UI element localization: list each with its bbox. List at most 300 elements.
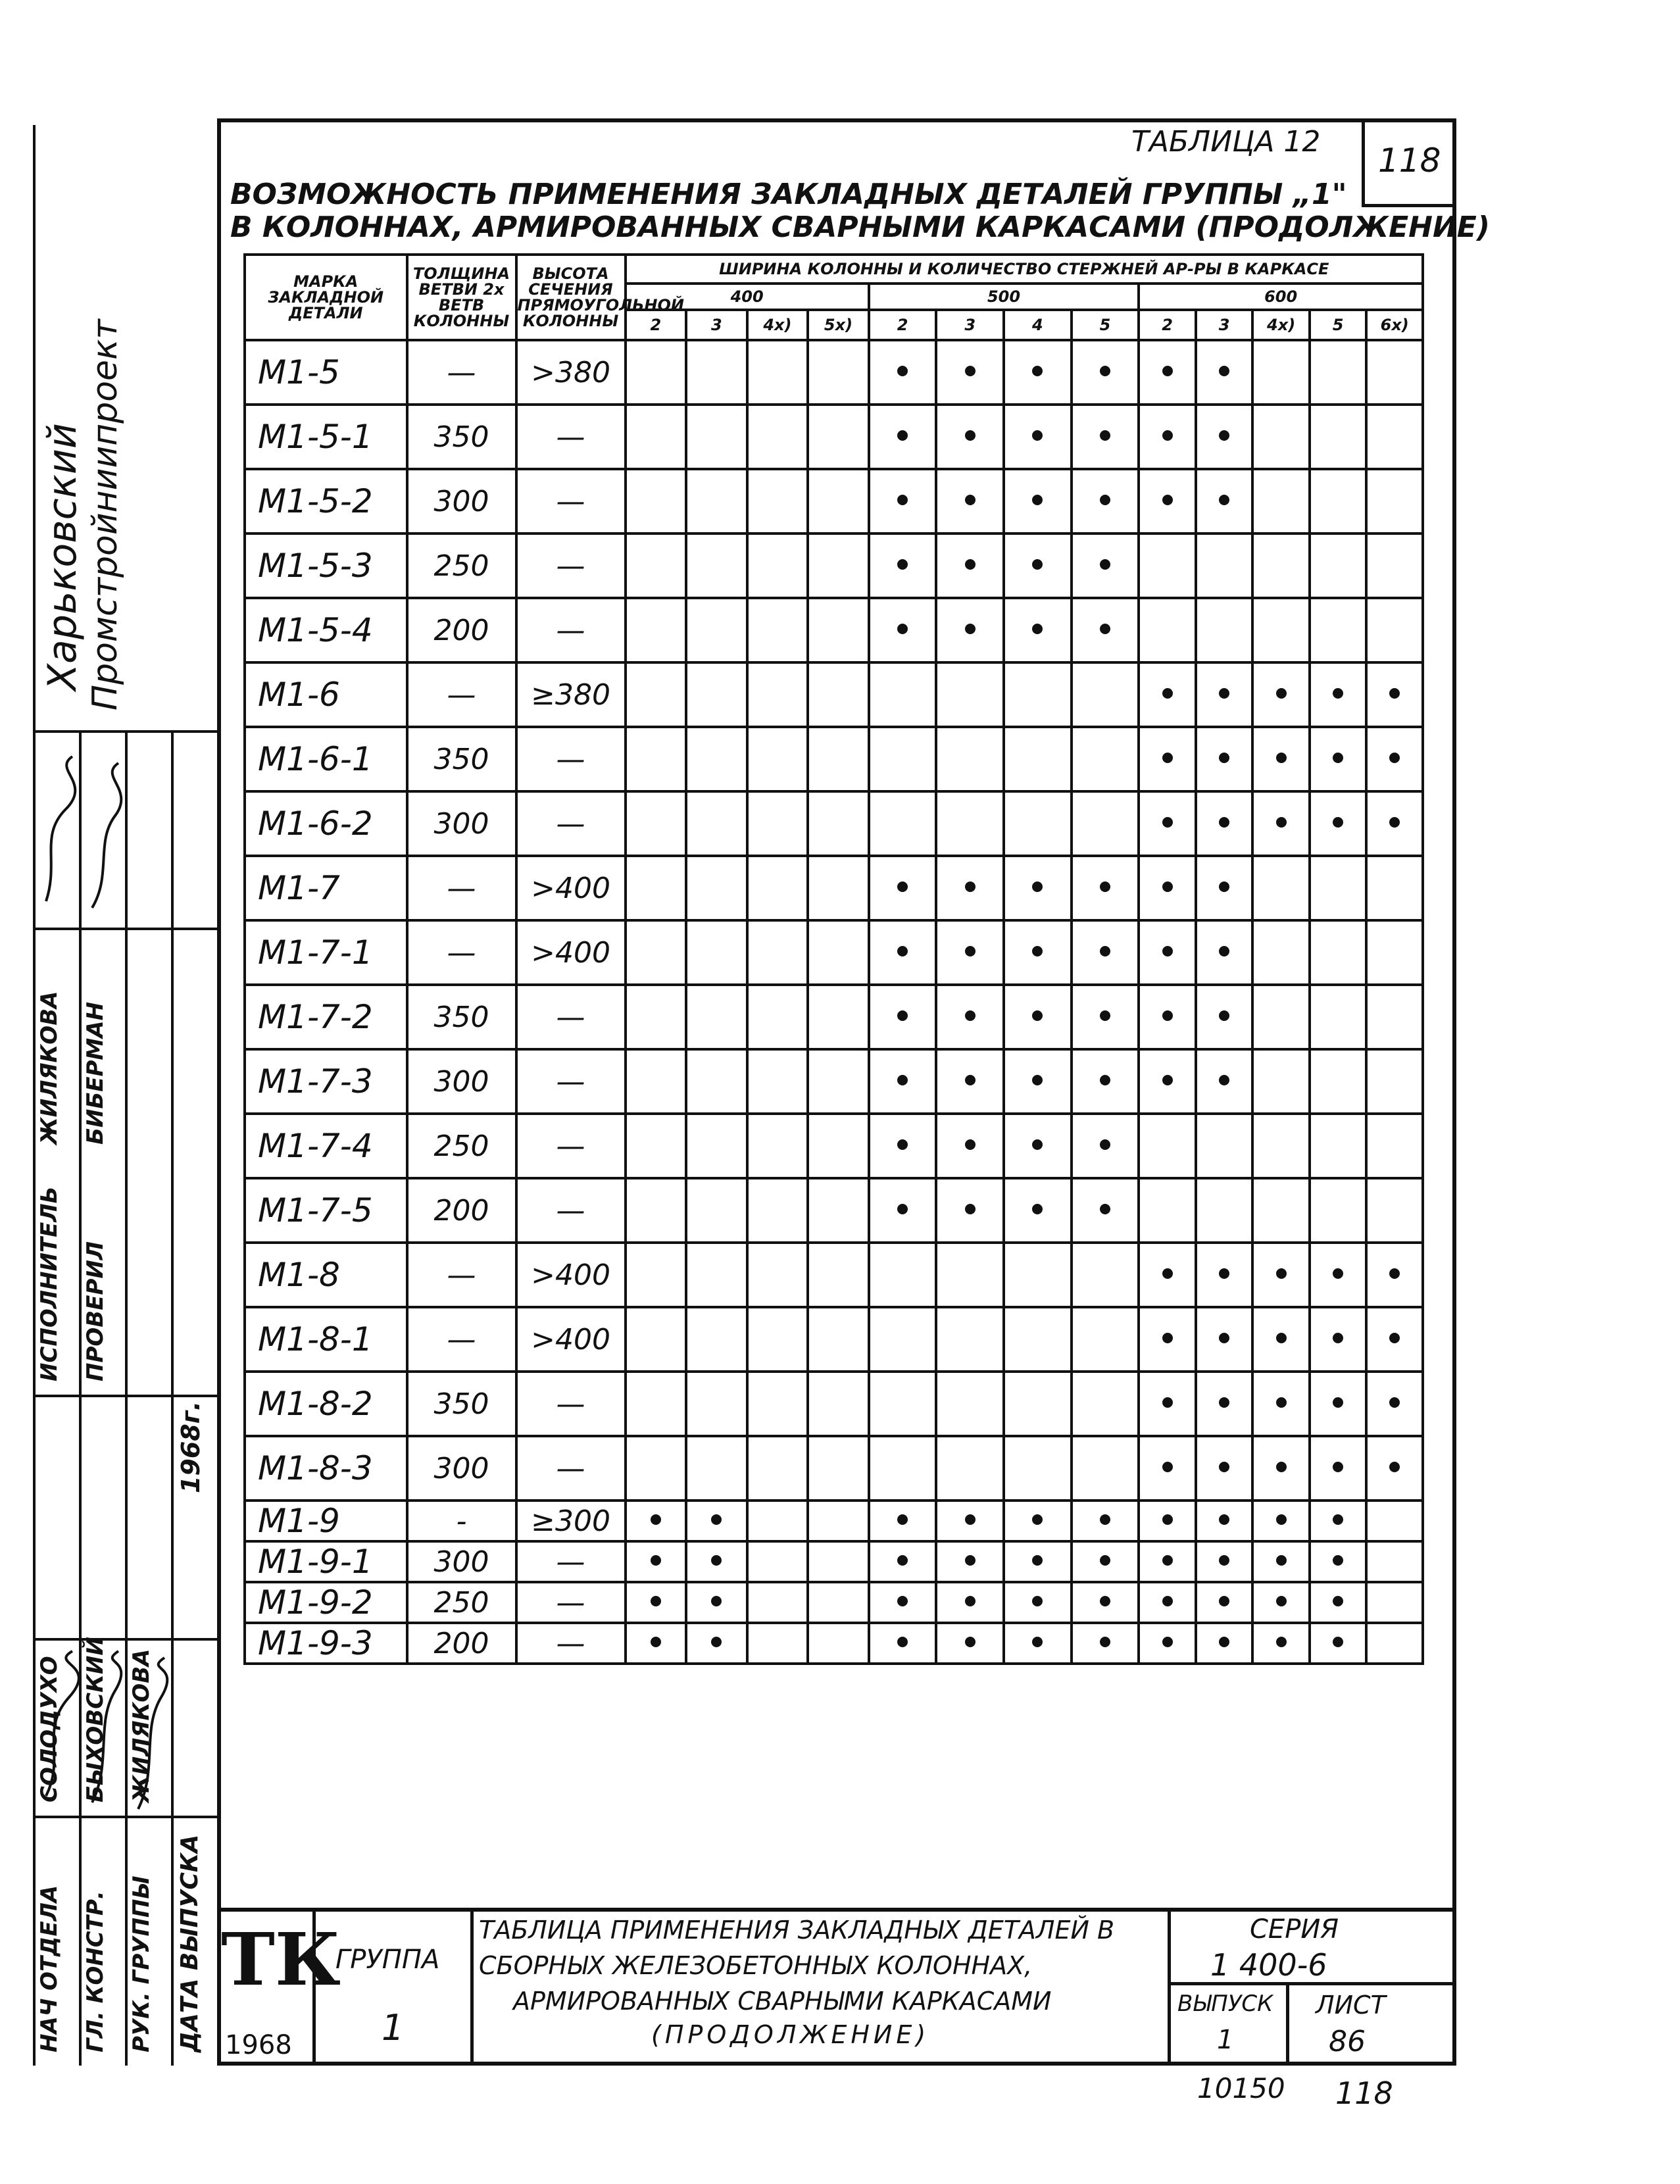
applicable-dot (897, 1637, 908, 1647)
part-mark: М1-6-2 (245, 791, 407, 856)
applicable-dot (1032, 1637, 1043, 1647)
applicability-cell (1252, 1623, 1310, 1664)
applicability-cell (808, 1243, 869, 1307)
applicability-cell (686, 791, 747, 856)
section-height: — (516, 985, 626, 1049)
applicability-cell (1310, 469, 1367, 534)
applicable-dot (711, 1637, 722, 1647)
applicability-cell (626, 534, 687, 598)
desc-line2: СБОРНЫХ ЖЕЛЕЗОБЕТОННЫХ КОЛОННАХ, (479, 1951, 1033, 1980)
role-chief-constructor: ГЛ. КОНСТР. (82, 1891, 109, 2052)
applicable-dot (1333, 1637, 1343, 1647)
applicability-cell (1196, 985, 1253, 1049)
applicability-cell (808, 340, 869, 405)
applicability-cell (626, 405, 687, 469)
applicable-dot (1162, 688, 1173, 699)
applicability-cell (869, 727, 937, 791)
applicability-cell (808, 1372, 869, 1436)
applicability-cell (1252, 1541, 1310, 1582)
applicability-cell (936, 340, 1004, 405)
header-bars-count: 5х) (808, 310, 869, 340)
part-mark: М1-9-3 (245, 1623, 407, 1664)
applicability-cell (1310, 727, 1367, 791)
applicability-cell (747, 1623, 808, 1664)
applicability-cell (808, 469, 869, 534)
table-row (245, 1501, 1423, 1541)
applicable-dot (1219, 688, 1229, 699)
applicability-cell (686, 1436, 747, 1501)
header-bars-count: 6х) (1366, 310, 1423, 340)
applicability-cell (869, 1307, 937, 1372)
applicability-cell (626, 1307, 687, 1372)
applicable-dot (1219, 1075, 1229, 1085)
applicability-cell (1004, 1582, 1072, 1623)
part-mark: М1-5-1 (245, 405, 407, 469)
applicability-cell (686, 1541, 747, 1582)
applicability-cell (869, 1372, 937, 1436)
applicability-cell (1310, 340, 1367, 405)
section-height: — (516, 598, 626, 662)
table-row (245, 1178, 1423, 1243)
branch-thickness: 350 (407, 727, 516, 791)
table-row (245, 405, 1423, 469)
applicability-cell (686, 1372, 747, 1436)
applicability-cell (626, 727, 687, 791)
applicability-cell (808, 1178, 869, 1243)
applicability-cell (936, 1049, 1004, 1114)
header-bars-count: 5 (1310, 310, 1367, 340)
applicability-cell (1366, 727, 1423, 791)
applicability-cell (1196, 340, 1253, 405)
applicability-cell (1139, 1178, 1196, 1243)
applicable-dot (897, 495, 908, 505)
applicability-cell (1139, 791, 1196, 856)
applicable-dot (1100, 1075, 1110, 1085)
applicability-cell (626, 1436, 687, 1501)
table-row (245, 662, 1423, 727)
applicability-cell (747, 1541, 808, 1582)
applicable-dot (1219, 366, 1229, 376)
applicability-cell (1072, 727, 1139, 791)
applicability-cell (1004, 1436, 1072, 1501)
applicability-cell (1366, 1114, 1423, 1178)
table-row (245, 856, 1423, 920)
applicability-cell (1004, 920, 1072, 985)
applicability-cell (747, 1114, 808, 1178)
branch-thickness: 200 (407, 1623, 516, 1664)
branch-thickness: 300 (407, 1049, 516, 1114)
applicable-dot (965, 1637, 976, 1647)
applicable-dot (897, 1139, 908, 1150)
applicable-dot (965, 1555, 976, 1566)
section-height: >380 (516, 340, 626, 405)
applicable-dot (965, 1596, 976, 1606)
header-bars-count: 2 (626, 310, 687, 340)
series-value: 1 400-6 (1210, 1947, 1327, 1983)
section-height: >400 (516, 856, 626, 920)
applicable-dot (897, 366, 908, 376)
applicability-cell (808, 1049, 869, 1114)
applicable-dot (1219, 1555, 1229, 1566)
part-mark: М1-9-1 (245, 1541, 407, 1582)
applicability-cell (1310, 534, 1367, 598)
role-group-head: РУК. ГРУППЫ (128, 1875, 155, 2052)
sheet-cell (1289, 1985, 1452, 2066)
applicability-cell (686, 727, 747, 791)
applicability-cell (1252, 1372, 1310, 1436)
issue-label: ВЫПУСК (1177, 1991, 1273, 2017)
embedded-parts-table (243, 253, 1424, 1665)
part-mark: М1-8-2 (245, 1372, 407, 1436)
part-mark: М1-7-4 (245, 1114, 407, 1178)
applicability-cell (747, 340, 808, 405)
applicable-dot (1333, 1462, 1343, 1472)
applicable-dot (1100, 1555, 1110, 1566)
table-row (245, 727, 1423, 791)
applicability-cell (1139, 1501, 1196, 1541)
applicability-cell (1196, 920, 1253, 985)
applicability-cell (1072, 1243, 1139, 1307)
section-height: >400 (516, 1307, 626, 1372)
applicability-cell (747, 1243, 808, 1307)
applicability-cell (1310, 1623, 1367, 1664)
applicability-cell (686, 985, 747, 1049)
applicable-dot (1219, 1462, 1229, 1472)
branch-thickness: 300 (407, 1436, 516, 1501)
applicable-dot (897, 1075, 908, 1085)
applicability-cell (1252, 1307, 1310, 1372)
applicable-dot (1333, 1596, 1343, 1606)
applicability-cell (1139, 1049, 1196, 1114)
applicable-dot (1333, 1268, 1343, 1279)
applicability-cell (1072, 920, 1139, 985)
applicability-cell (1252, 856, 1310, 920)
applicability-cell (1004, 856, 1072, 920)
header-bars-count: 3 (936, 310, 1004, 340)
signature-scribbles (33, 730, 217, 2066)
applicability-cell (747, 791, 808, 856)
applicability-cell (808, 727, 869, 791)
applicable-dot (1219, 881, 1229, 892)
section-height: >400 (516, 1243, 626, 1307)
applicability-cell (1310, 1501, 1367, 1541)
name-chief-constructor: БЫХОВСКИЙ (82, 1637, 109, 1802)
applicable-dot (1389, 1462, 1400, 1472)
applicability-cell (626, 856, 687, 920)
applicability-cell (1072, 1501, 1139, 1541)
applicable-dot (1100, 430, 1110, 441)
applicability-cell (808, 920, 869, 985)
applicability-cell (1366, 791, 1423, 856)
applicability-cell (1196, 1114, 1253, 1178)
applicability-cell (1196, 727, 1253, 791)
applicable-dot (1162, 881, 1173, 892)
section-height: — (516, 1623, 626, 1664)
applicable-dot (1100, 1514, 1110, 1525)
applicability-cell (1310, 856, 1367, 920)
applicable-dot (1032, 495, 1043, 505)
part-mark: М1-8-1 (245, 1307, 407, 1372)
applicable-dot (965, 430, 976, 441)
applicable-dot (1032, 1139, 1043, 1150)
applicability-cell (626, 920, 687, 985)
applicability-cell (869, 985, 937, 1049)
applicability-cell (1366, 1049, 1423, 1114)
applicable-dot (965, 1139, 976, 1150)
applicability-cell (747, 1049, 808, 1114)
applicable-dot (897, 624, 908, 634)
applicable-dot (1162, 1397, 1173, 1408)
applicability-cell (1196, 1307, 1253, 1372)
applicable-dot (711, 1555, 722, 1566)
part-mark: М1-5-2 (245, 469, 407, 534)
applicable-dot (1333, 753, 1343, 763)
applicability-cell (1139, 598, 1196, 662)
applicability-cell (1252, 469, 1310, 534)
applicability-cell (1139, 1243, 1196, 1307)
table-row (245, 1541, 1423, 1582)
applicability-cell (869, 1501, 937, 1541)
applicability-cell (686, 1501, 747, 1541)
applicability-cell (626, 1501, 687, 1541)
applicability-cell (1252, 534, 1310, 598)
applicability-cell (1004, 1307, 1072, 1372)
table-row (245, 1582, 1423, 1623)
applicable-dot (897, 430, 908, 441)
applicable-dot (1389, 753, 1400, 763)
applicability-cell (1139, 1372, 1196, 1436)
applicability-cell (626, 985, 687, 1049)
applicable-dot (1162, 495, 1173, 505)
applicability-cell (1252, 791, 1310, 856)
applicability-cell (1310, 1114, 1367, 1178)
applicability-cell (626, 791, 687, 856)
group-value: 1 (382, 2007, 405, 2048)
table-row (245, 791, 1423, 856)
applicable-dot (1162, 753, 1173, 763)
header-bars-count: 3 (1196, 310, 1253, 340)
applicability-cell (808, 1623, 869, 1664)
applicable-dot (1032, 1514, 1043, 1525)
applicability-cell (1366, 1243, 1423, 1307)
applicability-cell (869, 1243, 937, 1307)
applicable-dot (1276, 817, 1287, 828)
applicability-cell (869, 1582, 937, 1623)
applicability-cell (1366, 920, 1423, 985)
applicability-cell (936, 791, 1004, 856)
applicability-cell (1196, 1541, 1253, 1582)
applicability-cell (1196, 1243, 1253, 1307)
applicability-cell (808, 405, 869, 469)
group-label: ГРУППА (335, 1945, 440, 1975)
applicable-dot (1276, 1596, 1287, 1606)
branch-thickness: 200 (407, 1178, 516, 1243)
applicable-dot (897, 1204, 908, 1214)
applicable-dot (711, 1596, 722, 1606)
applicable-dot (1219, 1333, 1229, 1343)
applicability-cell (869, 534, 937, 598)
applicability-cell (747, 469, 808, 534)
applicable-dot (1032, 366, 1043, 376)
applicable-dot (1276, 1514, 1287, 1525)
applicable-dot (1389, 688, 1400, 699)
applicability-cell (747, 920, 808, 985)
applicability-cell (1072, 1372, 1139, 1436)
applicable-dot (1276, 688, 1287, 699)
applicability-cell (1072, 405, 1139, 469)
applicability-cell (1252, 1582, 1310, 1623)
applicability-cell (869, 791, 937, 856)
applicability-cell (1004, 1114, 1072, 1178)
applicability-cell (1310, 791, 1367, 856)
applicability-cell (626, 1541, 687, 1582)
applicability-cell (808, 1114, 869, 1178)
applicability-cell (1139, 1114, 1196, 1178)
applicability-cell (936, 1623, 1004, 1664)
applicability-cell (1252, 727, 1310, 791)
header-thickness: ТОЛЩИНА ВЕТВИ 2х ВЕТВ КОЛОННЫ (407, 255, 516, 340)
applicability-cell (936, 1114, 1004, 1178)
applicability-cell (1252, 1049, 1310, 1114)
section-height: ≥300 (516, 1501, 626, 1541)
applicability-cell (686, 920, 747, 985)
branch-thickness: - (407, 1501, 516, 1541)
applicable-dot (1333, 1514, 1343, 1525)
applicability-cell (1366, 405, 1423, 469)
applicability-cell (686, 1243, 747, 1307)
applicability-cell (686, 1178, 747, 1243)
applicability-cell (936, 920, 1004, 985)
applicability-cell (686, 405, 747, 469)
role-executor: ИСПОЛНИТЕЛЬ (36, 1186, 62, 1381)
applicability-cell (936, 856, 1004, 920)
issue-value: 1 (1217, 2025, 1234, 2055)
role-checked: ПРОВЕРИЛ (82, 1241, 109, 1381)
header-width-400: 400 (626, 284, 869, 310)
name-group-head: ЖИЛЯКОВА (128, 1649, 155, 1802)
applicability-cell (1196, 1049, 1253, 1114)
applicable-dot (1100, 1139, 1110, 1150)
applicability-cell (747, 1582, 808, 1623)
applicability-cell (1196, 1372, 1253, 1436)
header-bars-count: 2 (1139, 310, 1196, 340)
applicability-cell (686, 1307, 747, 1372)
applicability-cell (936, 662, 1004, 727)
table-row (245, 469, 1423, 534)
applicability-cell (1310, 1436, 1367, 1501)
applicability-cell (626, 1623, 687, 1664)
applicability-cell (869, 662, 937, 727)
applicable-dot (1219, 1514, 1229, 1525)
applicable-dot (1032, 1555, 1043, 1566)
desc-line1: ТАБЛИЦА ПРИМЕНЕНИЯ ЗАКЛАДНЫХ ДЕТАЛЕЙ В (479, 1916, 1115, 1945)
branch-thickness: 200 (407, 598, 516, 662)
applicability-cell (1366, 1436, 1423, 1501)
applicable-dot (1219, 430, 1229, 441)
branch-thickness: — (407, 920, 516, 985)
applicable-dot (1219, 1268, 1229, 1279)
applicable-dot (651, 1637, 661, 1647)
applicability-cell (1366, 985, 1423, 1049)
table-title-line1: ВОЗМОЖНОСТЬ ПРИМЕНЕНИЯ ЗАКЛАДНЫХ ДЕТАЛЕЙ ГРУППЫ „1" (230, 178, 1347, 211)
applicable-dot (1389, 1268, 1400, 1279)
part-mark: М1-6-1 (245, 727, 407, 791)
applicability-cell (1196, 1501, 1253, 1541)
applicability-cell (1252, 1178, 1310, 1243)
applicability-cell (686, 1049, 747, 1114)
applicable-dot (965, 946, 976, 956)
applicable-dot (1162, 366, 1173, 376)
header-bars-count: 3 (686, 310, 747, 340)
applicability-cell (808, 1541, 869, 1582)
applicability-cell (747, 727, 808, 791)
section-height: — (516, 1049, 626, 1114)
applicability-cell (1366, 1372, 1423, 1436)
applicability-cell (747, 1501, 808, 1541)
applicability-cell (1072, 1436, 1139, 1501)
applicable-dot (897, 946, 908, 956)
applicability-cell (1310, 1243, 1367, 1307)
applicability-cell (686, 598, 747, 662)
applicability-cell (686, 469, 747, 534)
branch-thickness: — (407, 340, 516, 405)
applicability-cell (1004, 469, 1072, 534)
applicability-cell (1072, 1582, 1139, 1623)
applicability-cell (626, 1372, 687, 1436)
applicable-dot (1100, 1637, 1110, 1647)
applicable-dot (1276, 1462, 1287, 1472)
applicable-dot (1276, 1397, 1287, 1408)
applicability-cell (808, 1436, 869, 1501)
section-height: — (516, 791, 626, 856)
header-bars-count: 2 (869, 310, 937, 340)
applicable-dot (1032, 881, 1043, 892)
header-bars-count: 4 (1004, 310, 1072, 340)
applicable-dot (965, 1075, 976, 1085)
branch-thickness: — (407, 1243, 516, 1307)
applicability-cell (1004, 534, 1072, 598)
table-title-line2: В КОЛОННАХ, АРМИРОВАННЫХ СВАРНЫМИ КАРКАСАМИ (ПРОДОЛЖЕНИЕ) (230, 211, 1490, 244)
applicability-cell (747, 1372, 808, 1436)
applicability-cell (936, 1307, 1004, 1372)
applicability-cell (1310, 985, 1367, 1049)
part-mark: М1-5-3 (245, 534, 407, 598)
applicable-dot (1162, 1596, 1173, 1606)
applicable-dot (1276, 1268, 1287, 1279)
applicable-dot (1032, 1596, 1043, 1606)
applicability-cell (1004, 662, 1072, 727)
applicability-cell (869, 1049, 937, 1114)
applicability-cell (1139, 1623, 1196, 1664)
applicability-cell (1004, 598, 1072, 662)
part-mark: М1-9 (245, 1501, 407, 1541)
tk-cell (217, 1912, 341, 2066)
applicability-cell (1310, 662, 1367, 727)
branch-thickness: — (407, 856, 516, 920)
applicability-cell (1366, 662, 1423, 727)
part-mark: М1-7-1 (245, 920, 407, 985)
applicability-cell (808, 791, 869, 856)
applicable-dot (1032, 624, 1043, 634)
applicability-cell (1196, 598, 1253, 662)
tk-year: 1968 (225, 2030, 292, 2060)
series-cell (1171, 1912, 1452, 1985)
applicable-dot (1100, 495, 1110, 505)
applicable-dot (965, 624, 976, 634)
applicability-cell (1072, 1178, 1139, 1243)
tk-logo: ТК (221, 1917, 341, 2002)
applicability-cell (936, 405, 1004, 469)
